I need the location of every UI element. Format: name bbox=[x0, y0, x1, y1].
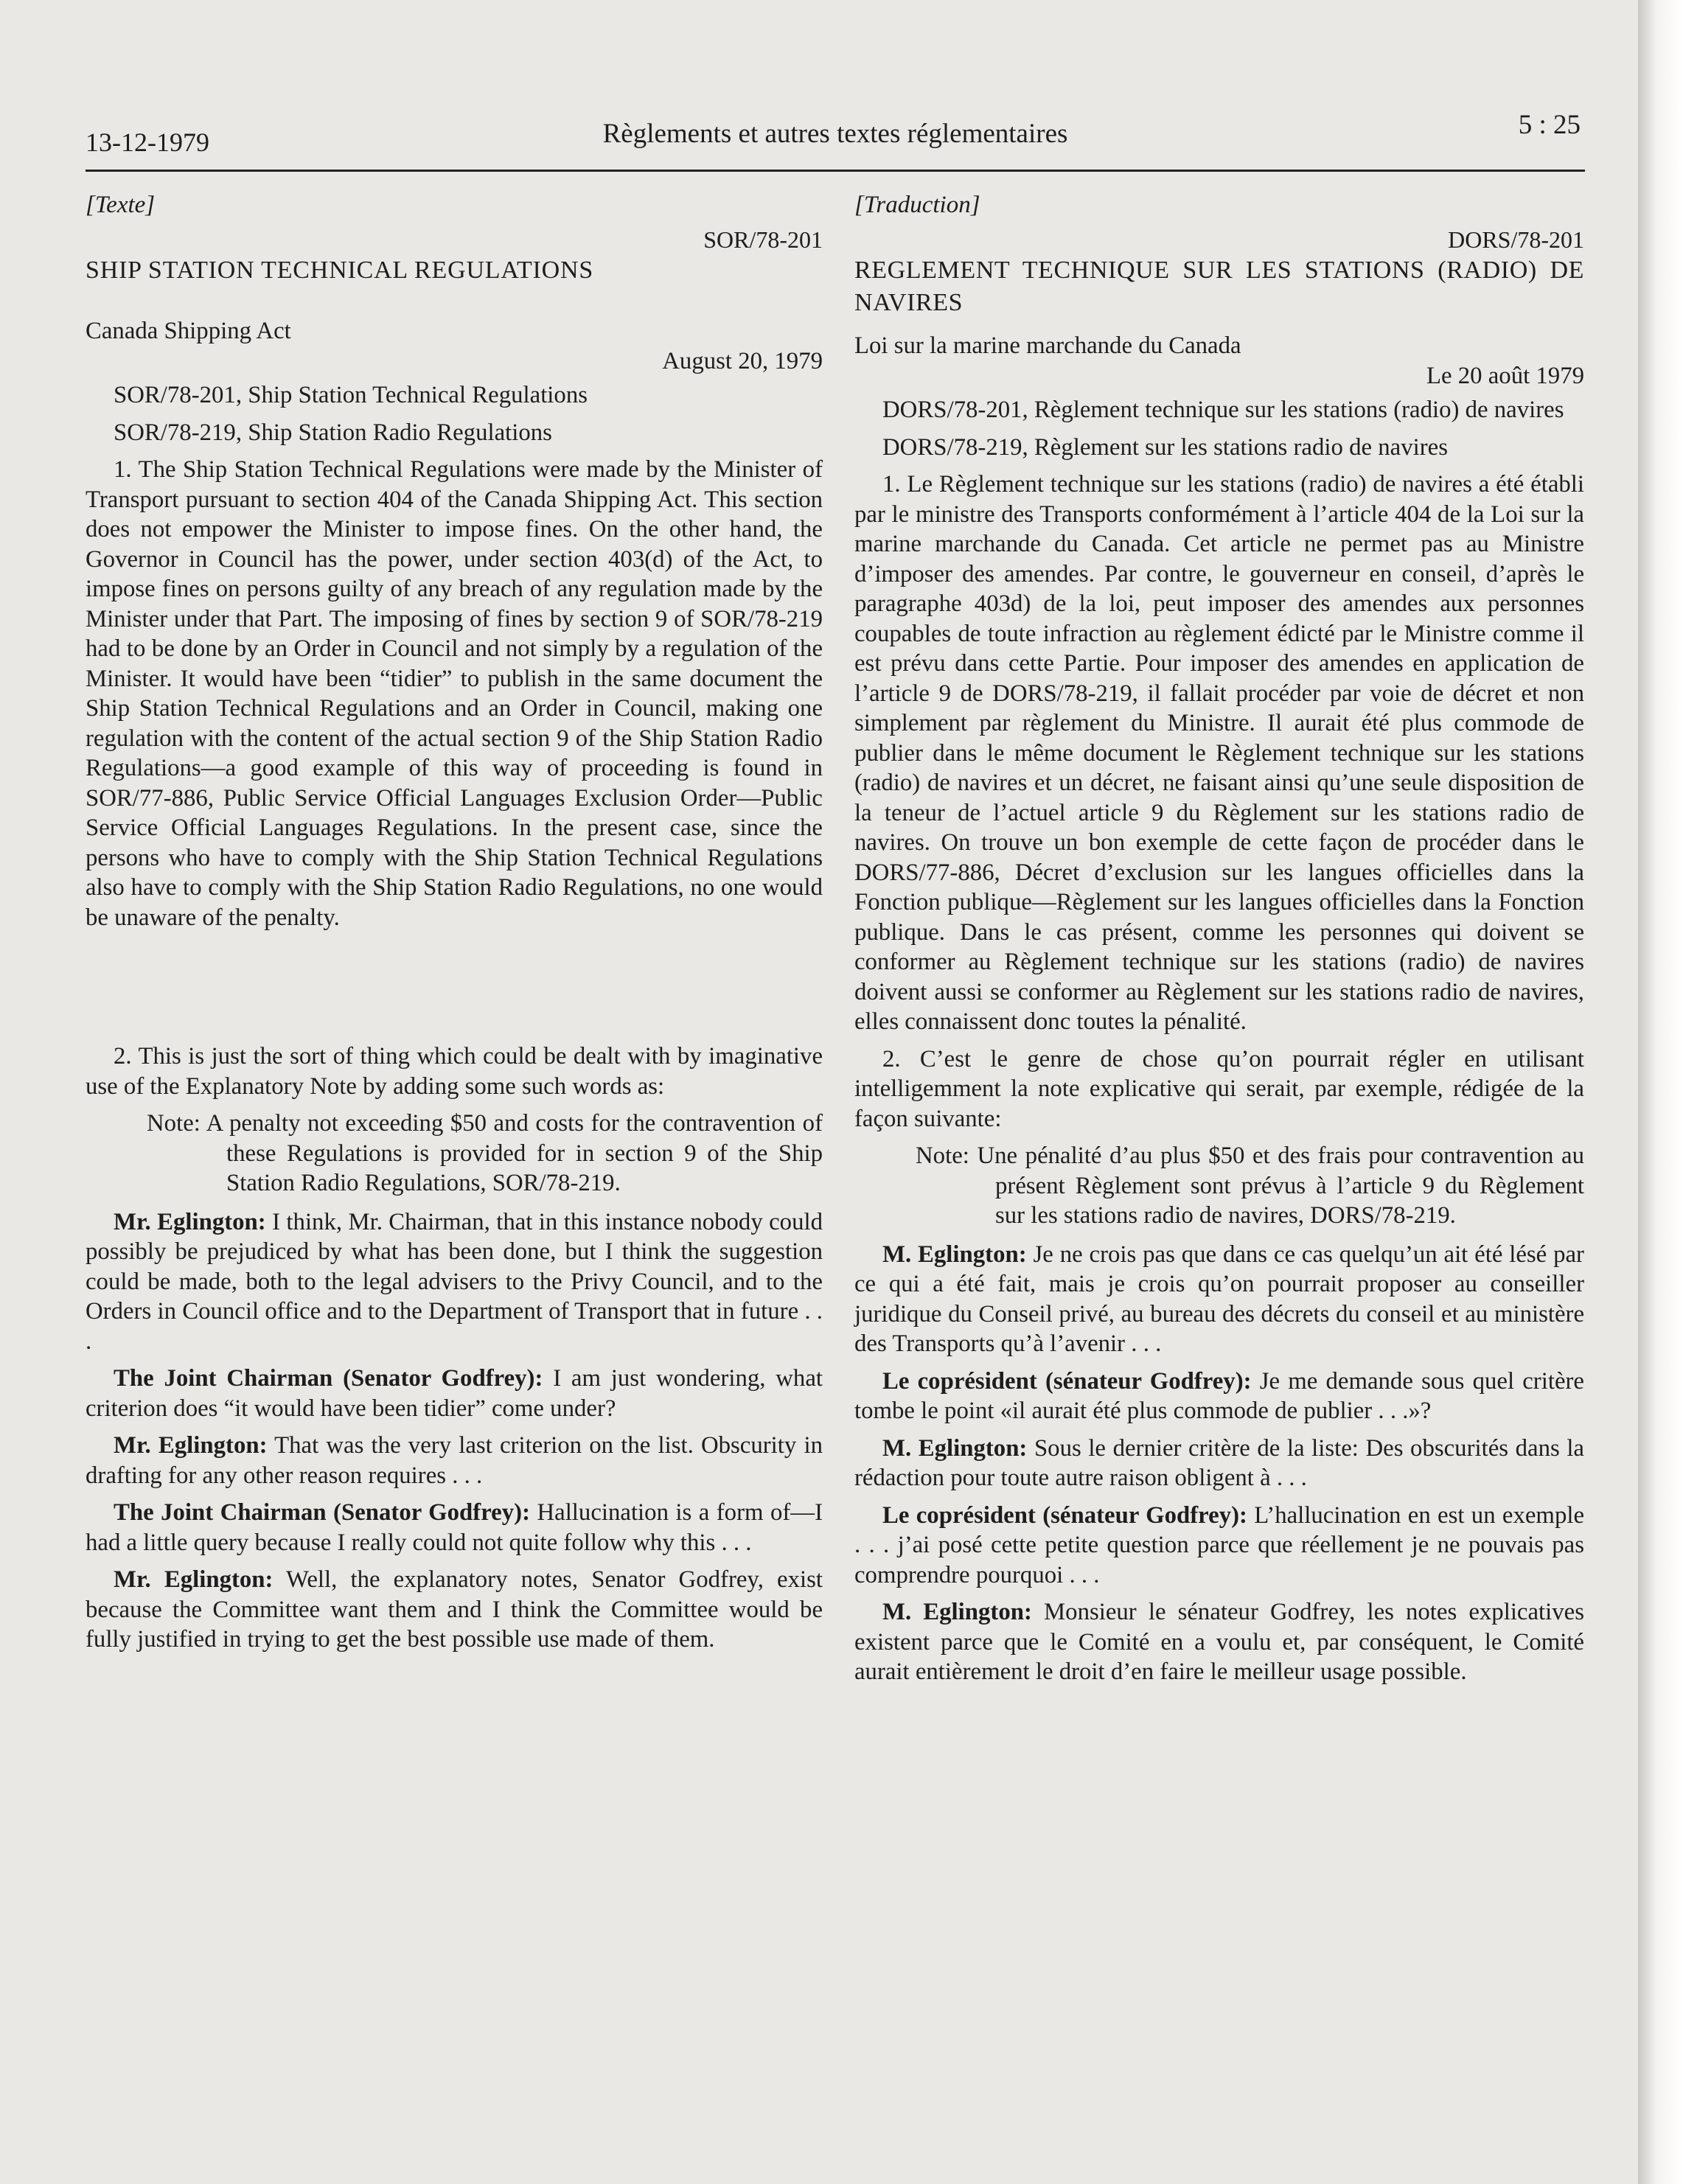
text-label: [Texte] bbox=[86, 192, 156, 218]
english-column bbox=[86, 190, 823, 1662]
speaker-name: Mr. Eglington: bbox=[114, 1566, 273, 1593]
running-header bbox=[86, 111, 1585, 172]
dialogue-text: Monsieur le sénateur Godfrey, les notes explicatives existent parce que le Comité en a voulu et, par conséquent, le Comité aurait entièrement le droit d’en faire le meilleur usage possible. bbox=[854, 1599, 1584, 1685]
dialogue-entry bbox=[854, 1434, 1584, 1493]
dialogue-text: Hallucination is a form of—I had a little query because I really could not quite follow why this . . . bbox=[86, 1499, 823, 1556]
dialogue-text: Well, the explanatory notes, Senator Godfrey, exist because the Committee want them and I think the Committee would be fully justified in trying to get the best possible use made of them. bbox=[86, 1566, 823, 1653]
speaker-name: The Joint Chairman (Senator Godfrey): bbox=[114, 1499, 530, 1526]
regulation-item: SOR/78-219, Ship Station Radio Regulations bbox=[114, 419, 552, 446]
page-edge bbox=[1638, 0, 1683, 2184]
act-name: Loi sur la marine marchande du Canada bbox=[854, 332, 1241, 359]
dialogue-entry bbox=[86, 1498, 823, 1557]
french-column bbox=[854, 190, 1584, 1695]
header-date: 13-12-1979 bbox=[86, 128, 209, 157]
header-title: Règlements et autres textes réglementaires bbox=[602, 119, 1068, 149]
regulation-heading: REGLEMENT TECHNIQUE SUR LES STATIONS (RADIO) DE NAVIRES bbox=[854, 257, 1584, 316]
dialogue-entry bbox=[854, 1597, 1584, 1687]
dialogue-text: Je me demande sous quel critère tombe le point «il aurait été plus commode de publier . . .»? bbox=[854, 1367, 1584, 1424]
explanatory-note: Note: A penalty not exceeding $50 and costs for the contravention of these Regulations is provided for in section 9 of the Ship Station Radio Regulations, SOR/78-219. bbox=[147, 1110, 823, 1196]
dialogue-text: Sous le dernier critère de la liste: Des obscurités dans la rédaction pour toute autre raison obligent à . . . bbox=[854, 1434, 1584, 1491]
speaker-name: Le coprésident (sénateur Godfrey): bbox=[882, 1501, 1247, 1529]
translation-label: [Traduction] bbox=[854, 192, 980, 218]
dialogue-entry bbox=[854, 1240, 1584, 1359]
dialogue-text: That was the very last criterion on the list. Obscurity in drafting for any other reason requires . . . bbox=[86, 1432, 823, 1489]
speaker-name: The Joint Chairman (Senator Godfrey): bbox=[114, 1365, 543, 1392]
regulation-date: August 20, 1979 bbox=[662, 347, 823, 374]
regulation-reference: DORS/78-201 bbox=[1448, 226, 1584, 253]
regulation-item: DORS/78-201, Règlement technique sur les stations (radio) de navires bbox=[882, 397, 1564, 423]
dialogue-entry bbox=[854, 1367, 1584, 1426]
dialogue-entry bbox=[86, 1431, 823, 1490]
dialogue-text: L’hallucination en est un exemple . . . j’ai posé cette petite question parce que réellement je ne pouvais pas comprendre pourquoi . . . bbox=[854, 1501, 1585, 1588]
dialogue-entry bbox=[854, 1501, 1584, 1591]
paragraph-2: 2. C’est le genre de chose qu’on pourrait régler en utilisant intelligemment la note explicative qui serait, par exemple, rédigée de la façon suivante: bbox=[854, 1045, 1584, 1132]
dialogue-text: I am just wondering, what criterion does “it would have been tidier” come under? bbox=[86, 1365, 823, 1422]
regulation-date: Le 20 août 1979 bbox=[1426, 362, 1584, 389]
speaker-name: M. Eglington: bbox=[882, 1241, 1027, 1268]
paragraph-1: 1. Le Règlement technique sur les stations (radio) de navires a été établi par le ministre des Transports conformément à l’article 404 de la Loi sur la marine marchande du Canada. Cet article ne permet pas au Ministre d’imposer des amendes. Par contre, le gouverneur en conseil, d’après le paragraphe 403d) de la loi, peut imposer des amendes aux personnes coupables de toute infraction au règlement édicté par le Ministre comme il est prévu dans cette Partie. Pour imposer des amendes en application de l’article 9 de DORS/78-219, il fallait procéder par voie de décret et non simplement par règlement du Ministre. Il aurait été plus commode de publier dans le même document le Règlement technique sur les stations (radio) de navires et un décret, ne faisant ainsi qu’une seule disposition de la teneur de l’actuel article 9 du Règlement sur les stations radio de navires. On trouve un bon exemple de cette façon de procéder dans le DORS/77-886, Décret d’exclusion sur les langues officielles dans la Fonction publique—Règlement sur les langues officielles dans la Fonction publique. Dans le cas présent, comme les personnes qui doivent se conformer au Règlement technique sur les stations (radio) de navires doivent aussi se conformer au Règlement sur les stations radio de navires, elles connaissent donc toutes la pénalité. bbox=[854, 471, 1584, 1035]
act-name: Canada Shipping Act bbox=[86, 318, 291, 344]
dialogue-entry bbox=[86, 1565, 823, 1655]
regulation-heading: SHIP STATION TECHNICAL REGULATIONS bbox=[86, 257, 594, 284]
regulation-reference: SOR/78-201 bbox=[703, 226, 823, 253]
paragraph-1: 1. The Ship Station Technical Regulations were made by the Minister of Transport pursuant to section 404 of the Canada Shipping Act. This section does not empower the Minister to impose fines. On the other hand, the Governor in Council has the power, under section 403(d) of the Act, to impose fines on persons guilty of any breach of any regulation made by the Minister under that Part. The imposing of fines by section 9 of SOR/78-219 had to be done by an Order in Council and not simply by a regulation of the Minister. It would have been “tidier” to publish in the same document the Ship Station Technical Regulations and an Order in Council, making one regulation with the content of the actual section 9 of the Ship Station Radio Regulations—a good example of this way of proceeding is found in SOR/77-886, Public Service Official Languages Exclusion Order—Public Service Official Languages Regulations. In the present case, since the persons who have to comply with the Ship Station Technical Regulations also have to comply with the Ship Station Radio Regulations, no one would be unaware of the penalty. bbox=[86, 456, 823, 931]
speaker-name: Mr. Eglington: bbox=[114, 1432, 268, 1459]
speaker-name: Le coprésident (sénateur Godfrey): bbox=[882, 1367, 1252, 1395]
dialogue-text: I think, Mr. Chairman, that in this instance nobody could possibly be prejudiced by what has been done, but I think the suggestion could be made, both to the legal advisers to the Privy Council, and to the Orders in Council office and to the Department of Transport that in future . . . bbox=[86, 1208, 823, 1355]
header-page-number: 5 : 25 bbox=[1518, 110, 1581, 140]
speaker-name: M. Eglington: bbox=[882, 1434, 1028, 1462]
dialogue-entry bbox=[86, 1364, 823, 1423]
speaker-name: M. Eglington: bbox=[882, 1599, 1032, 1625]
dialogue-text: Je ne crois pas que dans ce cas quelqu’un ait été lésé par ce qui a été fait, mais je crois qu’on pourrait proposer au conseiller juridique du Conseil privé, au bureau des décrets du conseil et au ministère des Transports qu’à l’avenir . . . bbox=[854, 1241, 1584, 1357]
regulation-item: SOR/78-201, Ship Station Technical Regulations bbox=[114, 382, 588, 408]
paragraph-2: 2. This is just the sort of thing which could be dealt with by imaginative use of the Explanatory Note by adding some such words as: bbox=[86, 1043, 823, 1100]
dialogue-entry bbox=[86, 1207, 823, 1357]
regulation-item: DORS/78-219, Règlement sur les stations radio de navires bbox=[882, 433, 1448, 461]
speaker-name: Mr. Eglington: bbox=[114, 1208, 266, 1235]
explanatory-note: Note: Une pénalité d’au plus $50 et des frais pour contravention au présent Règlement sont prévus à l’article 9 du Règlement sur les stations radio de navires, DORS/78-219. bbox=[916, 1142, 1584, 1229]
